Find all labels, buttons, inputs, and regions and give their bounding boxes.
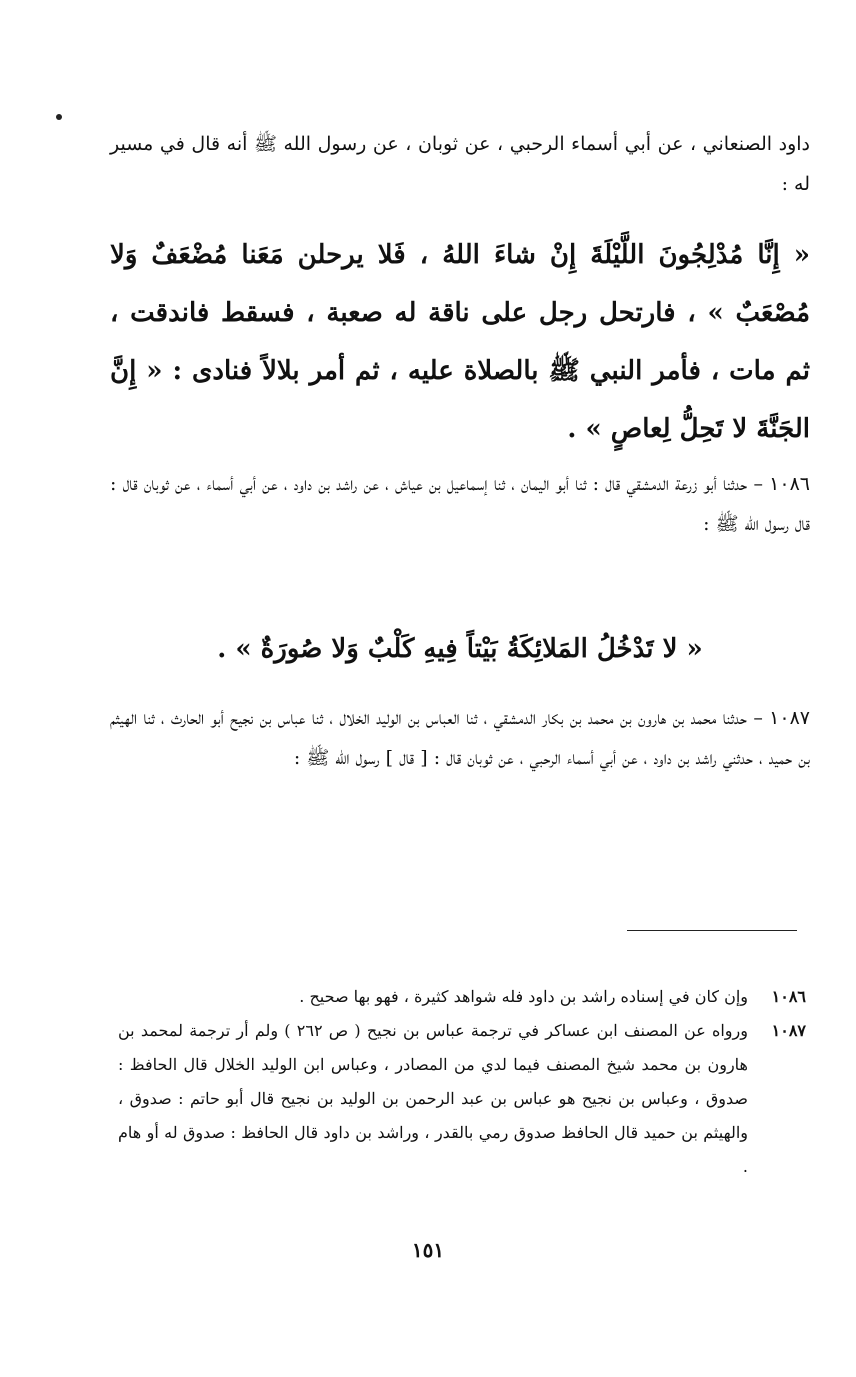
footnote-number: ١٠٨٧ xyxy=(771,1021,806,1040)
narration-paragraph-1: داود الصنعاني ، عن أبي أسماء الرحبي ، عن ثوبان ، عن رسول الله ﷺ أنه قال في مسير له : xyxy=(110,133,810,195)
margin-dot xyxy=(56,114,62,120)
page-number: ١٥١ xyxy=(411,1238,445,1262)
footnote-text: ورواه عن المصنف ابن عساكر في ترجمة عباس بن نجيح ( ص ٢٦٢ ) ولم أر ترجمة لمحمد بن هارون بن محمد شيخ المصنف فيما لدي من المصادر ، وعباس ابن الوليد الخلال قال الحافظ : صدوق ، وعباس بن نجيح هو عباس بن عبد الرحمن بن الوليد بن نجيح قال أبو حاتم : صدوق ، والهيثم بن حميد قال الحافظ صدوق رمي بالقدر ، وراشد بن داود قال الحافظ : صدوق له أو هام . xyxy=(118,1021,749,1176)
hadith-text-1: « إِنَّا مُدْلِجُونَ اللَّيْلَةَ إِنْ شاءَ اللهُ ، فَلا يرحلن مَعَنا مُضْعَفٌ وَلا مُصْعَبٌ » ، فارتحل رجل على ناقة له صعبة ، فسقط فاندقت ، ثم مات ، فأمر النبي ﷺ بالصلاة عليه ، ثم أمر بلالاً فنادى : « إِنَّ الجَنَّةَ لا تَحِلُّ لِعاصٍ » . xyxy=(110,240,810,444)
footnote-1087 xyxy=(118,1014,806,1184)
narration-paragraph-1086: ١٠٨٦ – حدثنا أبو زرعة الدمشقي قال : ثنا أبو اليمان ، ثنا إسماعيل بن عياش ، عن راشد بن داود ، عن أبي أسماء ، عن ثوبان قال : قال رسول الله ﷺ : xyxy=(110,473,810,535)
footnote-text: وإن كان في إسناده راشد بن داود فله شواهد كثيرة ، فهو بها صحيح . xyxy=(299,987,748,1006)
footnote-number: ١٠٨٦ xyxy=(771,987,806,1006)
footnote-divider xyxy=(627,930,797,931)
footnote-1086 xyxy=(118,980,806,1014)
narration-paragraph-1087: ١٠٨٧ – حدثنا محمد بن هارون بن محمد بن بكار الدمشقي ، ثنا العباس بن الوليد الخلال ، ثنا عباس بن نجيح أبو الحارث ، ثنا الهيثم بن حميد ، حدثني راشد بن داود ، عن أبي أسماء الرحبي ، عن ثوبان قال : [ قال ] رسول الله ﷺ : xyxy=(110,707,810,769)
footnotes xyxy=(118,980,806,1184)
hadith-text-1086: « لا تَدْخُلُ المَلائِكَةُ بَيْتاً فِيهِ كَلْبٌ وَلا صُورَةٌ » . xyxy=(217,634,703,664)
